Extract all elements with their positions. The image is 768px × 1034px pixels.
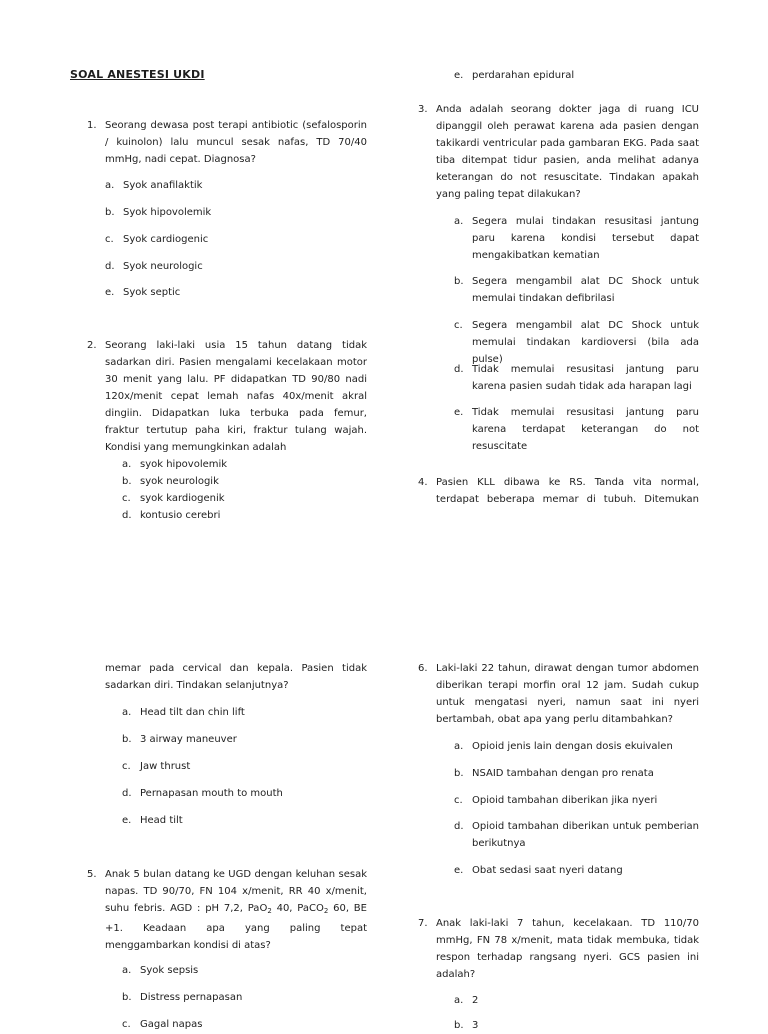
subscript: 2: [267, 907, 272, 915]
option-letter: b.: [105, 207, 115, 218]
option-text: syok neurologik: [140, 476, 219, 487]
option-letter: e.: [454, 407, 464, 418]
option-letter: b.: [122, 734, 132, 745]
option-letter: b.: [454, 768, 464, 779]
option-text: Syok neurologic: [123, 261, 203, 272]
option-text: syok kardiogenik: [140, 493, 225, 504]
option-letter: b.: [454, 1020, 464, 1031]
option-text: Opioid tambahan diberikan jika nyeri: [472, 795, 658, 806]
option-text: Obat sedasi saat nyeri datang: [472, 865, 623, 876]
option-text: Gagal napas: [140, 1019, 203, 1030]
option-letter: a.: [122, 965, 132, 976]
option-letter: e.: [122, 815, 132, 826]
question-number: 2.: [87, 340, 97, 351]
option-text: Segera mengambil alat DC Shock untuk memulai tindakan defibrilasi: [472, 276, 699, 304]
option-text: Head tilt: [140, 815, 183, 826]
option-text: Syok septic: [123, 287, 181, 298]
option-text: Syok sepsis: [140, 965, 199, 976]
option-text: Segera mengambil alat DC Shock untuk memulai tindakan kardioversi (bila ada pulse): [472, 320, 699, 365]
option-text: Segera mulai tindakan resusitasi jantung paru karena kondisi tersebut dapat mengakibatkan kematian: [472, 216, 699, 261]
option-letter: c.: [122, 761, 131, 772]
subscript: 2: [323, 907, 329, 915]
question-text-part: Anak 5 bulan datang ke UGD dengan keluhan sesak napas. TD 90/70, FN 104 x/menit, RR 40 x/menit, suhu febris. AGD : pH 7,2, PaO: [105, 869, 367, 914]
question-number: 3.: [418, 104, 428, 115]
question-text-part: 40, PaCO: [271, 903, 324, 914]
option-text: 2: [472, 995, 479, 1006]
option-letter: d.: [454, 821, 464, 832]
option-text: Tidak memulai resusitasi jantung paru karena terdapat keterangan do not resuscitate: [472, 407, 699, 452]
option-letter: c.: [122, 493, 131, 504]
page-title: SOAL ANESTESI UKDI: [70, 68, 205, 81]
question-text: Laki-laki 22 tahun, dirawat dengan tumor abdomen diberikan terapi morfin oral 12 jam. Sudah cukup untuk mengatasi nyeri, namun saat ini nyeri bertambah, obat apa yang perlu ditambahkan?: [436, 663, 699, 725]
option-letter: b.: [122, 992, 132, 1003]
option-letter: d.: [454, 364, 464, 375]
option-letter: b.: [122, 476, 132, 487]
option-letter: e.: [454, 70, 464, 81]
question-number: 5.: [87, 869, 97, 880]
question-text: Seorang laki-laki usia 15 tahun datang tidak sadarkan diri. Pasien mengalami kecelakaan motor 30 menit yang lalu. PF didapatkan TD 90/80 nadi 120x/menit cepat lemah nafas 40x/menit akral dingiin. Didapatkan luka terbuka pada femur, fraktur tertutup paha kiri, fraktur tulang wajah. Kondisi yang memungkinkan adalah: [105, 340, 367, 453]
question-text: Pasien KLL dibawa ke RS. Tanda vita normal, terdapat beberapa memar di tubuh. Ditemukan: [436, 477, 699, 505]
question-number: 7.: [418, 918, 428, 929]
option-text: 3: [472, 1020, 479, 1031]
question-number: 6.: [418, 663, 428, 674]
option-letter: e.: [105, 287, 115, 298]
option-text: NSAID tambahan dengan pro renata: [472, 768, 654, 779]
option-letter: d.: [105, 261, 115, 272]
option-letter: c.: [454, 320, 463, 331]
option-text: Syok anafilaktik: [123, 180, 203, 191]
option-letter: a.: [454, 741, 464, 752]
question-number: 4.: [418, 477, 428, 488]
option-text: Head tilt dan chin lift: [140, 707, 245, 718]
option-text: Opioid tambahan diberikan untuk pemberian berikutnya: [472, 821, 699, 849]
option-text: Syok cardiogenic: [123, 234, 209, 245]
question-text: Seorang dewasa post terapi antibiotic (sefalosporin / kuinolon) lalu muncul sesak nafas, TD 70/40 mmHg, nadi cepat. Diagnosa?: [105, 120, 367, 165]
option-letter: a.: [105, 180, 115, 191]
option-letter: b.: [454, 276, 464, 287]
option-text: syok hipovolemik: [140, 459, 228, 470]
option-text: kontusio cerebri: [140, 510, 221, 521]
option-letter: e.: [454, 865, 464, 876]
option-text: Syok hipovolemik: [123, 207, 212, 218]
option-letter: c.: [105, 234, 114, 245]
option-letter: c.: [122, 1019, 131, 1030]
option-text: Jaw thrust: [140, 761, 191, 772]
option-letter: d.: [122, 788, 132, 799]
option-text: Opioid jenis lain dengan dosis ekuivalen: [472, 741, 673, 752]
option-text: 3 airway maneuver: [140, 734, 237, 745]
option-letter: a.: [454, 216, 464, 227]
question-text: [105, 866, 367, 954]
option-letter: a.: [454, 995, 464, 1006]
option-letter: a.: [122, 459, 132, 470]
option-letter: c.: [454, 795, 463, 806]
question-text: Anak laki-laki 7 tahun, kecelakaan. TD 110/70 mmHg, FN 78 x/menit, mata tidak membuka, tidak respon terhadap rangsang nyeri. GCS pasien ini adalah?: [436, 918, 699, 980]
question-number: 1.: [87, 120, 97, 131]
question-text: Anda adalah seorang dokter jaga di ruang ICU dipanggil oleh perawat karena ada pasien dengan takikardi ventricular pada gambaran EKG. Pada saat tiba ditempat tidur pasien, anda melihat adanya keterangan do not resuscitate. Tindakan apakah yang paling tepat dilakukan?: [436, 104, 699, 200]
option-text: perdarahan epidural: [472, 70, 575, 81]
option-text: Distress pernapasan: [140, 992, 243, 1003]
option-text: Tidak memulai resusitasi jantung paru karena pasien sudah tidak ada harapan lagi: [472, 364, 699, 392]
question-text-part: 60, BE +1. Keadaan apa yang paling tepat menggambarkan kondisi di atas?: [105, 903, 367, 951]
option-letter: a.: [122, 707, 132, 718]
option-text: Pernapasan mouth to mouth: [140, 788, 283, 799]
question-text: memar pada cervical dan kepala. Pasien tidak sadarkan diri. Tindakan selanjutnya?: [105, 663, 367, 691]
option-letter: d.: [122, 510, 132, 521]
